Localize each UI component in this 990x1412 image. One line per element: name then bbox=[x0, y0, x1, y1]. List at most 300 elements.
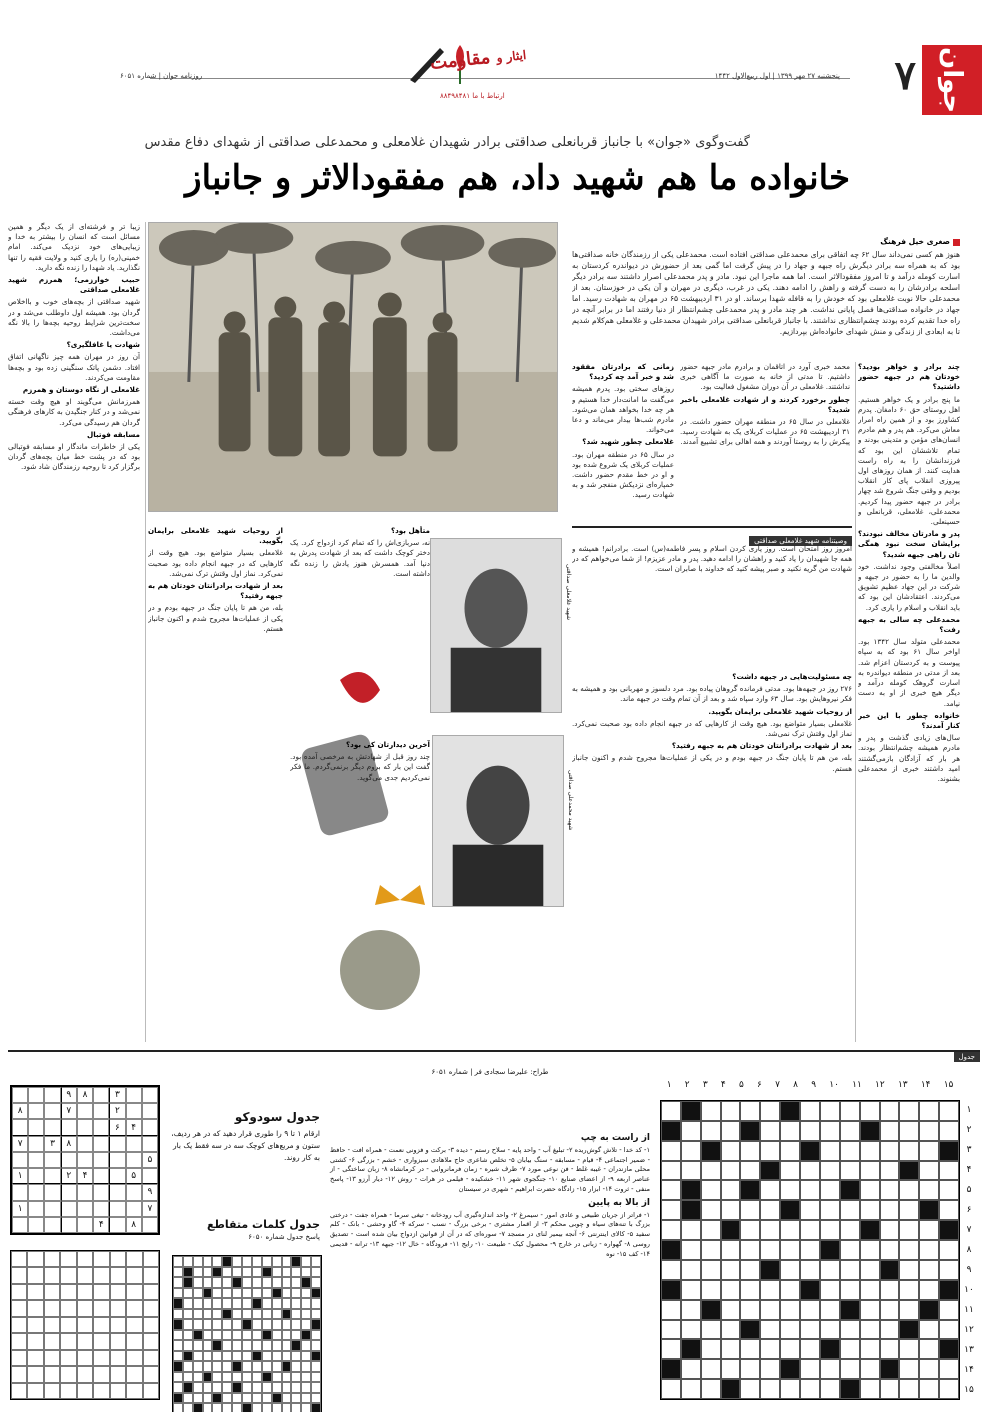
crossword-cell[interactable] bbox=[760, 1180, 780, 1200]
crossword-cell[interactable] bbox=[800, 1101, 820, 1121]
mini-crossword-cell bbox=[232, 1340, 242, 1351]
crossword-cell[interactable] bbox=[880, 1339, 900, 1359]
crossword-cell[interactable] bbox=[661, 1101, 681, 1121]
crossword-cell[interactable] bbox=[860, 1200, 880, 1220]
crossword-cell[interactable] bbox=[880, 1379, 900, 1399]
crossword-cell[interactable] bbox=[701, 1320, 721, 1340]
sudoku-cell[interactable] bbox=[142, 1103, 158, 1119]
crossword-cell[interactable] bbox=[860, 1141, 880, 1161]
small-crossword-title: جدول کلمات متقاطع bbox=[207, 1218, 320, 1231]
crossword-cell[interactable] bbox=[840, 1260, 860, 1280]
crossword-cell[interactable] bbox=[860, 1320, 880, 1340]
crossword-cell[interactable] bbox=[800, 1320, 820, 1340]
crossword-grid[interactable] bbox=[660, 1100, 960, 1400]
crossword-cell[interactable] bbox=[800, 1339, 820, 1359]
crossword-cell[interactable] bbox=[899, 1101, 919, 1121]
sudoku-cell[interactable] bbox=[28, 1103, 44, 1119]
crossword-cell[interactable] bbox=[860, 1101, 880, 1121]
crossword-cell[interactable] bbox=[919, 1359, 939, 1379]
column-number: ۹ bbox=[811, 1080, 817, 1090]
crossword-cell[interactable] bbox=[880, 1200, 900, 1220]
crossword-cell[interactable] bbox=[880, 1101, 900, 1121]
crossword-cell[interactable] bbox=[740, 1101, 760, 1121]
sudoku-cell[interactable] bbox=[142, 1217, 158, 1233]
crossword-cell[interactable] bbox=[661, 1260, 681, 1280]
answer: ما پنج برادر و یک خواهر هستیم. اهل روستای حق ۶۰ دامغان. پدرم کشاورز بود و از همین راه امرار معاش می‌کرد. هم پدر و هم مادرم انسان‌های مؤمن و متدینی بودند و تمام تلاششان این بود که فرزندانشان را به راه راست هدایت کنند. از همان روزهای اول پیروزی انقلاب پای کار انقلاب بودیم و وقتی جنگ شروع شد چهار برادر در جبهه حضور پیدا کردیم. محمدعلی، غلامعلی، قربانعلی و حسینعلی. bbox=[858, 394, 960, 527]
sudoku-cell[interactable] bbox=[28, 1087, 44, 1103]
crossword-cell[interactable] bbox=[721, 1280, 741, 1300]
crossword-cell[interactable] bbox=[860, 1280, 880, 1300]
crossword-cell[interactable] bbox=[820, 1161, 840, 1181]
crossword-cell[interactable] bbox=[800, 1260, 820, 1280]
sudoku-cell[interactable] bbox=[12, 1152, 28, 1168]
crossword-cell[interactable] bbox=[939, 1121, 959, 1141]
crossword-cell bbox=[939, 1141, 959, 1161]
answer: غلامعلی در سال ۶۵ در منطقه مهران حضور داشت. در ۳۱ اردیبهشت ۶۵ در عملیات کربلای یک به شهادت رسید. پیکرش را به روستا آوردند و همه اهالی برای تشییع آمدند. bbox=[680, 417, 850, 447]
sudoku-cell[interactable] bbox=[109, 1201, 125, 1217]
sudoku-cell[interactable] bbox=[126, 1136, 142, 1152]
mini-crossword-cell bbox=[282, 1256, 292, 1267]
sudoku-cell[interactable] bbox=[109, 1184, 125, 1200]
crossword-cell[interactable] bbox=[919, 1260, 939, 1280]
crossword-cell[interactable] bbox=[780, 1320, 800, 1340]
crossword-cell[interactable] bbox=[820, 1141, 840, 1161]
crossword-cell[interactable] bbox=[780, 1339, 800, 1359]
crossword-cell[interactable] bbox=[899, 1220, 919, 1240]
sudoku-cell[interactable] bbox=[126, 1103, 142, 1119]
crossword-cell[interactable] bbox=[701, 1180, 721, 1200]
crossword-cell[interactable] bbox=[880, 1161, 900, 1181]
crossword-cell[interactable] bbox=[820, 1260, 840, 1280]
sudoku-cell: ۴ bbox=[77, 1168, 93, 1184]
crossword-cell[interactable] bbox=[919, 1141, 939, 1161]
crossword-cell[interactable] bbox=[661, 1180, 681, 1200]
crossword-cell[interactable] bbox=[820, 1359, 840, 1379]
crossword-cell[interactable] bbox=[681, 1359, 701, 1379]
crossword-cell[interactable] bbox=[899, 1260, 919, 1280]
sudoku-cell[interactable] bbox=[77, 1152, 93, 1168]
crossword-cell[interactable] bbox=[840, 1240, 860, 1260]
mini-crossword-cell bbox=[222, 1382, 232, 1393]
sudoku-cell[interactable] bbox=[61, 1184, 77, 1200]
crossword-cell[interactable] bbox=[800, 1240, 820, 1260]
crossword-cell[interactable] bbox=[661, 1320, 681, 1340]
crossword-cell[interactable] bbox=[840, 1161, 860, 1181]
crossword-cell[interactable] bbox=[780, 1141, 800, 1161]
mini-crossword-cell bbox=[262, 1351, 272, 1362]
crossword-cell[interactable] bbox=[721, 1320, 741, 1340]
crossword-cell[interactable] bbox=[800, 1379, 820, 1399]
sudoku-cell[interactable] bbox=[93, 1119, 109, 1135]
sudoku-cell[interactable] bbox=[61, 1217, 77, 1233]
sudoku-cell[interactable] bbox=[109, 1217, 125, 1233]
crossword-cell[interactable] bbox=[840, 1220, 860, 1240]
byline-marker bbox=[953, 239, 960, 246]
sudoku-cell[interactable] bbox=[142, 1136, 158, 1152]
crossword-cell[interactable] bbox=[840, 1280, 860, 1300]
mini-crossword-cell bbox=[193, 1267, 203, 1278]
crossword-cell[interactable] bbox=[661, 1220, 681, 1240]
crossword-cell[interactable] bbox=[919, 1240, 939, 1260]
crossword-cell[interactable] bbox=[661, 1379, 681, 1399]
sudoku-cell[interactable] bbox=[28, 1168, 44, 1184]
crossword-cell[interactable] bbox=[740, 1161, 760, 1181]
crossword-cell[interactable] bbox=[860, 1240, 880, 1260]
crossword-cell[interactable] bbox=[760, 1359, 780, 1379]
sudoku-cell[interactable] bbox=[93, 1103, 109, 1119]
sudoku-cell[interactable] bbox=[28, 1201, 44, 1217]
sudoku-cell[interactable] bbox=[93, 1087, 109, 1103]
crossword-cell[interactable] bbox=[880, 1280, 900, 1300]
crossword-cell[interactable] bbox=[840, 1141, 860, 1161]
sudoku-cell[interactable] bbox=[142, 1168, 158, 1184]
crossword-cell[interactable] bbox=[681, 1220, 701, 1240]
crossword-cell[interactable] bbox=[939, 1379, 959, 1399]
crossword-cell[interactable] bbox=[740, 1280, 760, 1300]
sudoku-cell[interactable] bbox=[28, 1119, 44, 1135]
sudoku-cell[interactable] bbox=[77, 1119, 93, 1135]
crossword-cells[interactable] bbox=[660, 1100, 960, 1400]
answer: غلامعلی بسیار متواضع بود. هیچ وقت از کارهایی که در جبهه انجام داده بود صحبت نمی‌کرد. نماز اول وقتش ترک نمی‌شد. bbox=[572, 718, 852, 739]
sudoku-cell[interactable] bbox=[44, 1217, 60, 1233]
sudoku-cell[interactable] bbox=[77, 1217, 93, 1233]
crossword-cell[interactable] bbox=[860, 1379, 880, 1399]
crossword-cell[interactable] bbox=[880, 1220, 900, 1240]
answer: چند روز قبل از شهادتش به مرخصی آمده بود. گفت این بار که بروم دیگر برنمی‌گردم. ما فکر نمی‌کردیم جدی می‌گوید. bbox=[290, 752, 430, 782]
row-number: ۱۳ bbox=[964, 1345, 974, 1355]
mini-sudoku-cell bbox=[60, 1350, 76, 1366]
crossword-cell[interactable] bbox=[760, 1379, 780, 1399]
crossword-cell[interactable] bbox=[740, 1200, 760, 1220]
crossword-cell[interactable] bbox=[820, 1180, 840, 1200]
crossword-cell[interactable] bbox=[721, 1339, 741, 1359]
crossword-cell[interactable] bbox=[760, 1220, 780, 1240]
crossword-cell[interactable] bbox=[919, 1339, 939, 1359]
crossword-cell[interactable] bbox=[760, 1200, 780, 1220]
sudoku-puzzle[interactable] bbox=[10, 1085, 160, 1235]
crossword-cell[interactable] bbox=[681, 1260, 701, 1280]
crossword-cell[interactable] bbox=[880, 1180, 900, 1200]
crossword-cell[interactable] bbox=[820, 1280, 840, 1300]
sudoku-cell[interactable] bbox=[109, 1168, 125, 1184]
crossword-cell[interactable] bbox=[780, 1280, 800, 1300]
crossword-cell[interactable] bbox=[760, 1240, 780, 1260]
crossword-cell[interactable] bbox=[860, 1359, 880, 1379]
crossword-cell[interactable] bbox=[919, 1320, 939, 1340]
sudoku-cell: ۶ bbox=[109, 1119, 125, 1135]
sudoku-cell[interactable] bbox=[109, 1152, 125, 1168]
crossword-cell[interactable] bbox=[681, 1280, 701, 1300]
crossword-cell[interactable] bbox=[701, 1121, 721, 1141]
sudoku-cell[interactable] bbox=[126, 1201, 142, 1217]
sudoku-cell: ۵ bbox=[126, 1168, 142, 1184]
mini-sudoku-cell bbox=[44, 1300, 60, 1316]
crossword-cell[interactable] bbox=[760, 1339, 780, 1359]
crossword-cell[interactable] bbox=[840, 1200, 860, 1220]
sudoku-cell[interactable] bbox=[126, 1184, 142, 1200]
crossword-cell[interactable] bbox=[740, 1141, 760, 1161]
crossword-cell[interactable] bbox=[820, 1379, 840, 1399]
sudoku-cell[interactable] bbox=[12, 1087, 28, 1103]
crossword-cell[interactable] bbox=[681, 1240, 701, 1260]
crossword-cell[interactable] bbox=[820, 1220, 840, 1240]
crossword-cell[interactable] bbox=[840, 1359, 860, 1379]
mini-sudoku-cell bbox=[60, 1317, 76, 1333]
crossword-cell[interactable] bbox=[681, 1121, 701, 1141]
sudoku-cell[interactable] bbox=[77, 1103, 93, 1119]
mini-sudoku-cell bbox=[143, 1350, 159, 1366]
sudoku-cell[interactable] bbox=[12, 1217, 28, 1233]
crossword-cell[interactable] bbox=[701, 1379, 721, 1399]
crossword-cell[interactable] bbox=[661, 1161, 681, 1181]
sudoku-cell[interactable] bbox=[28, 1217, 44, 1233]
crossword-cell[interactable] bbox=[701, 1101, 721, 1121]
mini-sudoku-cell bbox=[126, 1350, 142, 1366]
question: از روحیات شهید غلامعلی برایمان بگویید. bbox=[708, 706, 852, 716]
crossword-cell[interactable] bbox=[860, 1260, 880, 1280]
sudoku-cell[interactable] bbox=[109, 1136, 125, 1152]
crossword-cell bbox=[760, 1260, 780, 1280]
crossword-cell[interactable] bbox=[760, 1280, 780, 1300]
crossword-cell[interactable] bbox=[919, 1101, 939, 1121]
sudoku-cell[interactable] bbox=[142, 1119, 158, 1135]
crossword-cell[interactable] bbox=[721, 1300, 741, 1320]
crossword-cell[interactable] bbox=[899, 1121, 919, 1141]
crossword-cell[interactable] bbox=[939, 1359, 959, 1379]
sudoku-cell[interactable] bbox=[93, 1136, 109, 1152]
crossword-cell[interactable] bbox=[939, 1180, 959, 1200]
crossword-cell[interactable] bbox=[740, 1300, 760, 1320]
sudoku-cell[interactable] bbox=[28, 1136, 44, 1152]
mini-crossword-cell bbox=[262, 1372, 272, 1383]
sudoku-cell[interactable] bbox=[44, 1119, 60, 1135]
crossword-cell[interactable] bbox=[721, 1180, 741, 1200]
crossword-cell[interactable] bbox=[800, 1220, 820, 1240]
crossword-cell[interactable] bbox=[899, 1240, 919, 1260]
mini-crossword-cell bbox=[203, 1319, 213, 1330]
crossword-cell[interactable] bbox=[721, 1200, 741, 1220]
crossword-cell[interactable] bbox=[760, 1141, 780, 1161]
crossword-cell[interactable] bbox=[740, 1339, 760, 1359]
crossword-cell[interactable] bbox=[840, 1101, 860, 1121]
sudoku-cell[interactable] bbox=[28, 1152, 44, 1168]
mini-crossword-cell bbox=[272, 1319, 282, 1330]
crossword-cell[interactable] bbox=[899, 1379, 919, 1399]
crossword-cell[interactable] bbox=[800, 1200, 820, 1220]
sudoku-cell[interactable] bbox=[93, 1152, 109, 1168]
crossword-cell[interactable] bbox=[701, 1200, 721, 1220]
crossword-cell[interactable] bbox=[919, 1180, 939, 1200]
crossword-cell[interactable] bbox=[780, 1121, 800, 1141]
sudoku-cell[interactable] bbox=[44, 1168, 60, 1184]
sudoku-cell[interactable] bbox=[126, 1152, 142, 1168]
crossword-cell[interactable] bbox=[860, 1180, 880, 1200]
sudoku-cell[interactable] bbox=[142, 1087, 158, 1103]
crossword-cell[interactable] bbox=[721, 1101, 741, 1121]
crossword-cell[interactable] bbox=[919, 1161, 939, 1181]
crossword-cell[interactable] bbox=[919, 1379, 939, 1399]
crossword-cell[interactable] bbox=[820, 1200, 840, 1220]
crossword-cell[interactable] bbox=[740, 1260, 760, 1280]
mini-sudoku-cell bbox=[93, 1267, 109, 1283]
crossword-cell[interactable] bbox=[939, 1101, 959, 1121]
mini-crossword-cell bbox=[212, 1361, 222, 1372]
crossword-cell[interactable] bbox=[899, 1300, 919, 1320]
crossword-cell[interactable] bbox=[840, 1121, 860, 1141]
mini-crossword-cell bbox=[193, 1372, 203, 1383]
crossword-cell[interactable] bbox=[721, 1260, 741, 1280]
mini-crossword-cell bbox=[222, 1403, 232, 1412]
crossword-cell[interactable] bbox=[860, 1300, 880, 1320]
crossword-cell[interactable] bbox=[800, 1180, 820, 1200]
crossword-cell[interactable] bbox=[820, 1300, 840, 1320]
crossword-cell[interactable] bbox=[860, 1161, 880, 1181]
crossword-cell[interactable] bbox=[899, 1180, 919, 1200]
mini-crossword-cell bbox=[232, 1361, 242, 1372]
sudoku-cells[interactable] bbox=[10, 1085, 160, 1235]
row-number: ۱۵ bbox=[964, 1385, 974, 1395]
mini-crossword-cell bbox=[173, 1340, 183, 1351]
crossword-cell[interactable] bbox=[701, 1280, 721, 1300]
crossword-cell[interactable] bbox=[780, 1260, 800, 1280]
mini-crossword-cell bbox=[311, 1319, 321, 1330]
crossword-cell[interactable] bbox=[661, 1339, 681, 1359]
sudoku-cell[interactable] bbox=[61, 1152, 77, 1168]
crossword-cell[interactable] bbox=[721, 1240, 741, 1260]
sudoku-cell[interactable] bbox=[126, 1087, 142, 1103]
crossword-cell[interactable] bbox=[919, 1220, 939, 1240]
sudoku-cell[interactable] bbox=[44, 1201, 60, 1217]
crossword-cell[interactable] bbox=[701, 1240, 721, 1260]
sudoku-cell[interactable] bbox=[44, 1103, 60, 1119]
crossword-cell[interactable] bbox=[661, 1300, 681, 1320]
crossword-cell[interactable] bbox=[780, 1379, 800, 1399]
crossword-cell[interactable] bbox=[800, 1121, 820, 1141]
sudoku-cell[interactable] bbox=[93, 1201, 109, 1217]
sudoku-cell: ۷ bbox=[12, 1136, 28, 1152]
crossword-cell[interactable] bbox=[740, 1220, 760, 1240]
mini-crossword-cell bbox=[232, 1277, 242, 1288]
sudoku-cell[interactable] bbox=[77, 1136, 93, 1152]
crossword-cell[interactable] bbox=[780, 1220, 800, 1240]
crossword-cell[interactable] bbox=[880, 1141, 900, 1161]
sudoku-cell[interactable] bbox=[93, 1168, 109, 1184]
crossword-cell[interactable] bbox=[681, 1141, 701, 1161]
mini-crossword-cell bbox=[272, 1298, 282, 1309]
crossword-cell[interactable] bbox=[780, 1180, 800, 1200]
crossword-cell[interactable] bbox=[740, 1379, 760, 1399]
crossword-cell[interactable] bbox=[880, 1121, 900, 1141]
sudoku-cell[interactable] bbox=[77, 1184, 93, 1200]
mini-sudoku-cell bbox=[27, 1267, 43, 1283]
mini-crossword-cell bbox=[203, 1277, 213, 1288]
crossword-cell[interactable] bbox=[800, 1300, 820, 1320]
crossword-cell[interactable] bbox=[780, 1300, 800, 1320]
crossword-cell[interactable] bbox=[820, 1121, 840, 1141]
crossword-cell[interactable] bbox=[899, 1200, 919, 1220]
crossword-cell[interactable] bbox=[899, 1339, 919, 1359]
crossword-cell[interactable] bbox=[661, 1141, 681, 1161]
crossword-cell[interactable] bbox=[681, 1161, 701, 1181]
crossword-cell[interactable] bbox=[681, 1379, 701, 1399]
crossword-cell[interactable] bbox=[721, 1121, 741, 1141]
mini-crossword-cell bbox=[291, 1403, 301, 1412]
crossword-cell[interactable] bbox=[701, 1220, 721, 1240]
row-number: ۱۲ bbox=[964, 1325, 974, 1335]
sudoku-cell[interactable] bbox=[61, 1201, 77, 1217]
crossword-cell[interactable] bbox=[919, 1280, 939, 1300]
crossword-cell[interactable] bbox=[681, 1300, 701, 1320]
crossword-cell[interactable] bbox=[800, 1359, 820, 1379]
crossword-cell[interactable] bbox=[701, 1339, 721, 1359]
answer: اصلاً مخالفتی وجود نداشت. خود والدین ما را به حضور در جبهه و شرکت در این جهاد عظیم تشویق می‌کردند. اعتقادشان این بود که باید انقلاب و اسلام را یاری کرد. bbox=[858, 561, 960, 612]
sudoku-cell[interactable] bbox=[44, 1184, 60, 1200]
crossword-cell[interactable] bbox=[860, 1339, 880, 1359]
previous-sudoku-solution bbox=[10, 1250, 160, 1400]
crossword-cell[interactable] bbox=[780, 1240, 800, 1260]
sudoku-cell[interactable] bbox=[28, 1184, 44, 1200]
crossword-cell[interactable] bbox=[939, 1161, 959, 1181]
crossword-cell[interactable] bbox=[820, 1101, 840, 1121]
sudoku-cell[interactable] bbox=[44, 1152, 60, 1168]
crossword-cell[interactable] bbox=[939, 1200, 959, 1220]
crossword-cell[interactable] bbox=[939, 1320, 959, 1340]
crossword-cell[interactable] bbox=[939, 1260, 959, 1280]
question: خانواده چطور با این خبر کنار آمدند؟ bbox=[858, 710, 960, 730]
crossword-cell[interactable] bbox=[721, 1141, 741, 1161]
crossword-cell[interactable] bbox=[919, 1121, 939, 1141]
crossword-cell[interactable] bbox=[899, 1280, 919, 1300]
crossword-cell[interactable] bbox=[840, 1339, 860, 1359]
crossword-cell[interactable] bbox=[880, 1240, 900, 1260]
crossword-cell[interactable] bbox=[701, 1161, 721, 1181]
crossword-cell[interactable] bbox=[681, 1320, 701, 1340]
sudoku-cell[interactable] bbox=[61, 1119, 77, 1135]
crossword-cell[interactable] bbox=[800, 1161, 820, 1181]
question: پدر و مادرتان مخالف نبودند؟ برایشان سخت نبود همگی تان راهی جبهه شدید؟ bbox=[858, 529, 960, 559]
crossword-cell[interactable] bbox=[899, 1141, 919, 1161]
crossword-cell[interactable] bbox=[780, 1161, 800, 1181]
crossword-cell[interactable] bbox=[840, 1320, 860, 1340]
crossword-cell[interactable] bbox=[721, 1161, 741, 1181]
sudoku-cell[interactable] bbox=[44, 1087, 60, 1103]
crossword-cell[interactable] bbox=[939, 1240, 959, 1260]
crossword-cell[interactable] bbox=[760, 1121, 780, 1141]
sudoku-cell[interactable] bbox=[12, 1119, 28, 1135]
crossword-cell[interactable] bbox=[899, 1359, 919, 1379]
crossword-cell[interactable] bbox=[721, 1359, 741, 1379]
crossword-cell[interactable] bbox=[661, 1200, 681, 1220]
sudoku-cell: ۳ bbox=[44, 1136, 60, 1152]
crossword-cell[interactable] bbox=[740, 1359, 760, 1379]
crossword-cell[interactable] bbox=[740, 1240, 760, 1260]
crossword-cell[interactable] bbox=[701, 1260, 721, 1280]
crossword-cell[interactable] bbox=[701, 1359, 721, 1379]
newspaper-logo[interactable]: جوان bbox=[922, 45, 982, 115]
sudoku-cell[interactable] bbox=[93, 1184, 109, 1200]
crossword-cell[interactable] bbox=[760, 1320, 780, 1340]
crossword-cell[interactable] bbox=[880, 1320, 900, 1340]
mini-crossword-cell bbox=[212, 1277, 222, 1288]
crossword-cell[interactable] bbox=[760, 1101, 780, 1121]
sudoku-info bbox=[170, 1110, 320, 1164]
crossword-cell[interactable] bbox=[939, 1300, 959, 1320]
crossword-cell[interactable] bbox=[760, 1300, 780, 1320]
sudoku-cell[interactable] bbox=[12, 1184, 28, 1200]
crossword-cell[interactable] bbox=[880, 1300, 900, 1320]
crossword-cell[interactable] bbox=[820, 1320, 840, 1340]
sudoku-cell[interactable] bbox=[77, 1201, 93, 1217]
